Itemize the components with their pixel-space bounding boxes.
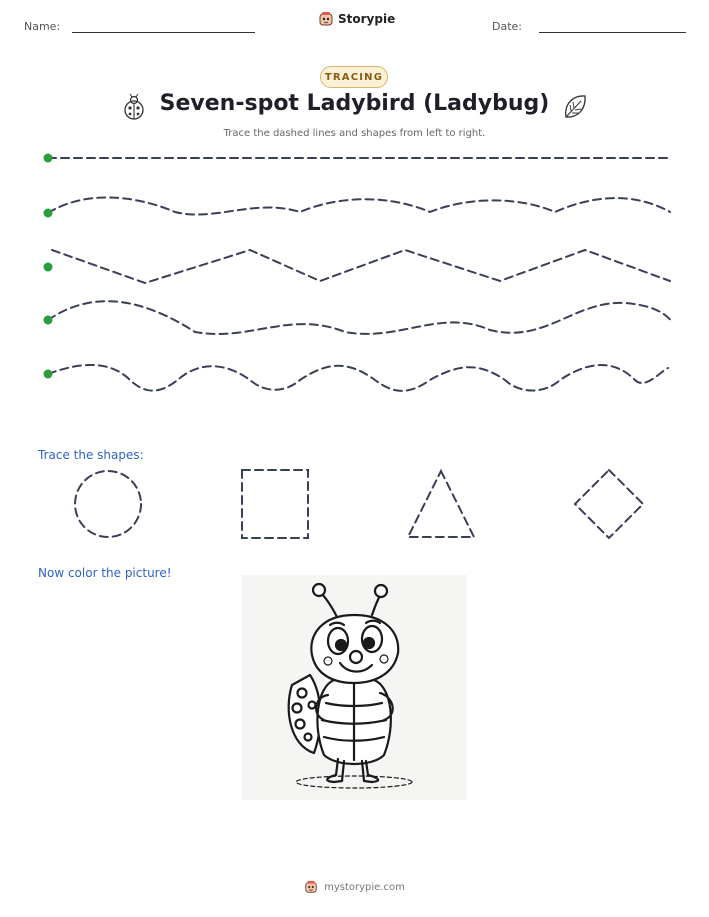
ladybug-coloring-illustration (242, 575, 467, 800)
tracing-line-wave (48, 301, 672, 334)
page-title: Seven-spot Ladybird (Ladybug) (159, 91, 550, 116)
trace-circle (75, 471, 141, 537)
start-dot (44, 316, 53, 325)
footer-url[interactable]: mystorypie.com (324, 881, 405, 893)
instructions: Trace the dashed lines and shapes from left to right. (223, 128, 486, 139)
start-dot (44, 209, 53, 218)
brand (318, 11, 395, 27)
tracing-lines (0, 140, 709, 400)
name-field[interactable] (72, 32, 255, 33)
coloring-picture (242, 575, 467, 800)
leaf-icon (561, 92, 589, 122)
storypie-mascot-icon (304, 880, 318, 894)
tracing-shapes (0, 462, 709, 547)
name-label: Name: (24, 20, 61, 33)
brand-name: Storypie (338, 12, 396, 26)
date-field[interactable] (539, 32, 686, 33)
start-dot (44, 263, 53, 272)
start-dot (44, 154, 53, 163)
trace-triangle (408, 471, 474, 537)
trace-diamond (575, 470, 643, 538)
footer (0, 880, 709, 894)
date-label: Date: (492, 20, 522, 33)
tracing-line-zigzag (52, 250, 670, 283)
trace-square (242, 470, 308, 538)
storypie-mascot-icon (318, 11, 334, 27)
color-heading: Now color the picture! (38, 566, 172, 580)
tracing-line-deep-wave (48, 365, 668, 391)
shapes-heading: Trace the shapes: (38, 448, 144, 462)
tracing-line-gentle-wave (48, 197, 670, 214)
tracing-badge: TRACING (320, 66, 388, 88)
start-dot (44, 370, 53, 379)
